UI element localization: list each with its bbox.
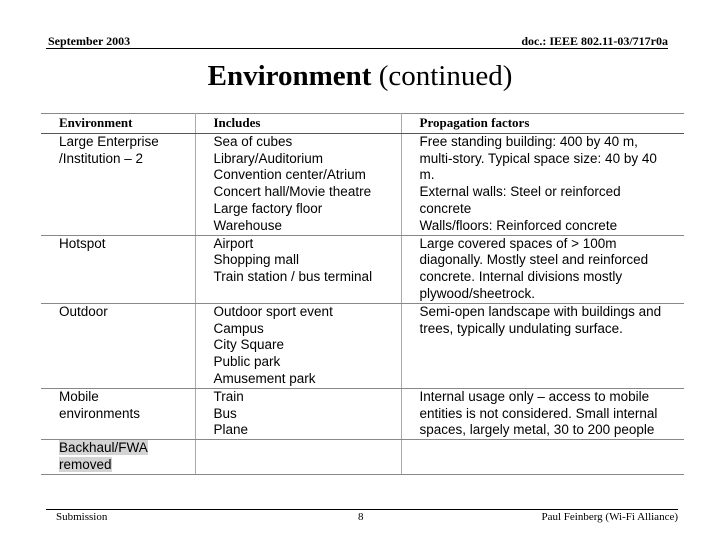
cell-line: Bus [213, 405, 237, 421]
cell-line: Plane [213, 422, 249, 438]
cell-line: Semi-open landscape with buildings and [419, 303, 662, 319]
table-header-row [41, 113, 684, 133]
cell-line: Train [213, 388, 244, 404]
cell-line: Free standing building: 400 by 40 m, [419, 133, 638, 149]
column-header-includes: Includes [195, 113, 401, 133]
cell-line: Train station / bus terminal [213, 269, 373, 285]
factors-cell [401, 440, 684, 475]
factors-cell [401, 388, 684, 439]
table-row [41, 133, 684, 235]
table-row [41, 388, 684, 439]
table-row [41, 235, 684, 303]
factors-cell [401, 235, 684, 303]
cell-line: entities is not considered. Small internal [419, 405, 658, 421]
includes-cell [195, 235, 401, 303]
cell-line: City Square [213, 337, 285, 353]
cell-line: environments [59, 405, 141, 421]
footer-author: Paul Feinberg (Wi-Fi Alliance) [541, 511, 678, 523]
cell-line: Shopping mall [213, 252, 300, 268]
cell-line: /Institution – 2 [59, 150, 144, 166]
cell-line: Outdoor sport event [213, 303, 333, 319]
header-date: September 2003 [48, 34, 131, 48]
title-suffix: (continued) [378, 60, 513, 92]
cell-line: multi-story. Typical space size: 40 by 40 [419, 150, 657, 166]
column-header-propagation-factors: Propagation factors [401, 113, 684, 133]
cell-line: Internal usage only – access to mobile [419, 388, 650, 404]
environment-table [41, 113, 684, 475]
cell-line: concrete. Internal divisions mostly [419, 269, 623, 285]
cell-line: Convention center/Atrium [213, 167, 366, 183]
column-header-environment: Environment [41, 113, 195, 133]
cell-line: Outdoor [59, 303, 108, 319]
factors-cell [401, 133, 684, 235]
cell-line: concrete [419, 200, 472, 216]
header-doc-id: doc.: IEEE 802.11-03/717r0a [521, 34, 668, 48]
environment-cell [41, 303, 195, 388]
cell-line: trees, typically undulating surface. [419, 320, 623, 336]
table-row [41, 440, 684, 475]
cell-line: Large covered spaces of > 100m [419, 235, 617, 251]
table-row [41, 303, 684, 388]
includes-cell [195, 303, 401, 388]
title-main: Environment [207, 60, 372, 92]
cell-line: Campus [213, 320, 264, 336]
cell-line: Library/Auditorium [213, 150, 324, 166]
includes-cell [195, 133, 401, 235]
environment-cell [41, 388, 195, 439]
cell-line: Large Enterprise [59, 133, 159, 149]
cell-line: Mobile [59, 388, 99, 404]
highlighted-text: Backhaul/FWA [59, 440, 148, 456]
slide-title [0, 60, 720, 93]
environment-cell [41, 133, 195, 235]
cell-line: m. [419, 167, 435, 183]
footer-page-number: 8 [358, 511, 364, 523]
footer-rule [46, 509, 678, 510]
cell-line: Amusement park [213, 370, 316, 386]
cell-line: Large factory floor [213, 200, 323, 216]
cell-line: Warehouse [213, 217, 283, 233]
cell-line: Hotspot [59, 235, 106, 251]
highlighted-text: removed [59, 456, 112, 472]
cell-line: Sea of cubes [213, 133, 293, 149]
footer-submission: Submission [56, 511, 108, 523]
includes-cell [195, 440, 401, 475]
cell-line: Public park [213, 354, 281, 370]
includes-cell [195, 388, 401, 439]
environment-cell [41, 440, 195, 475]
cell-line: External walls: Steel or reinforced [419, 184, 621, 200]
cell-line: spaces, largely metal, 30 to 200 people [419, 422, 655, 438]
header-rule [46, 48, 668, 49]
environment-cell [41, 235, 195, 303]
cell-line: plywood/sheetrock. [419, 285, 536, 301]
cell-line: Airport [213, 235, 254, 251]
cell-line: Concert hall/Movie theatre [213, 184, 372, 200]
factors-cell [401, 303, 684, 388]
cell-line: diagonally. Mostly steel and reinforced [419, 252, 649, 268]
cell-line: Walls/floors: Reinforced concrete [419, 217, 618, 233]
